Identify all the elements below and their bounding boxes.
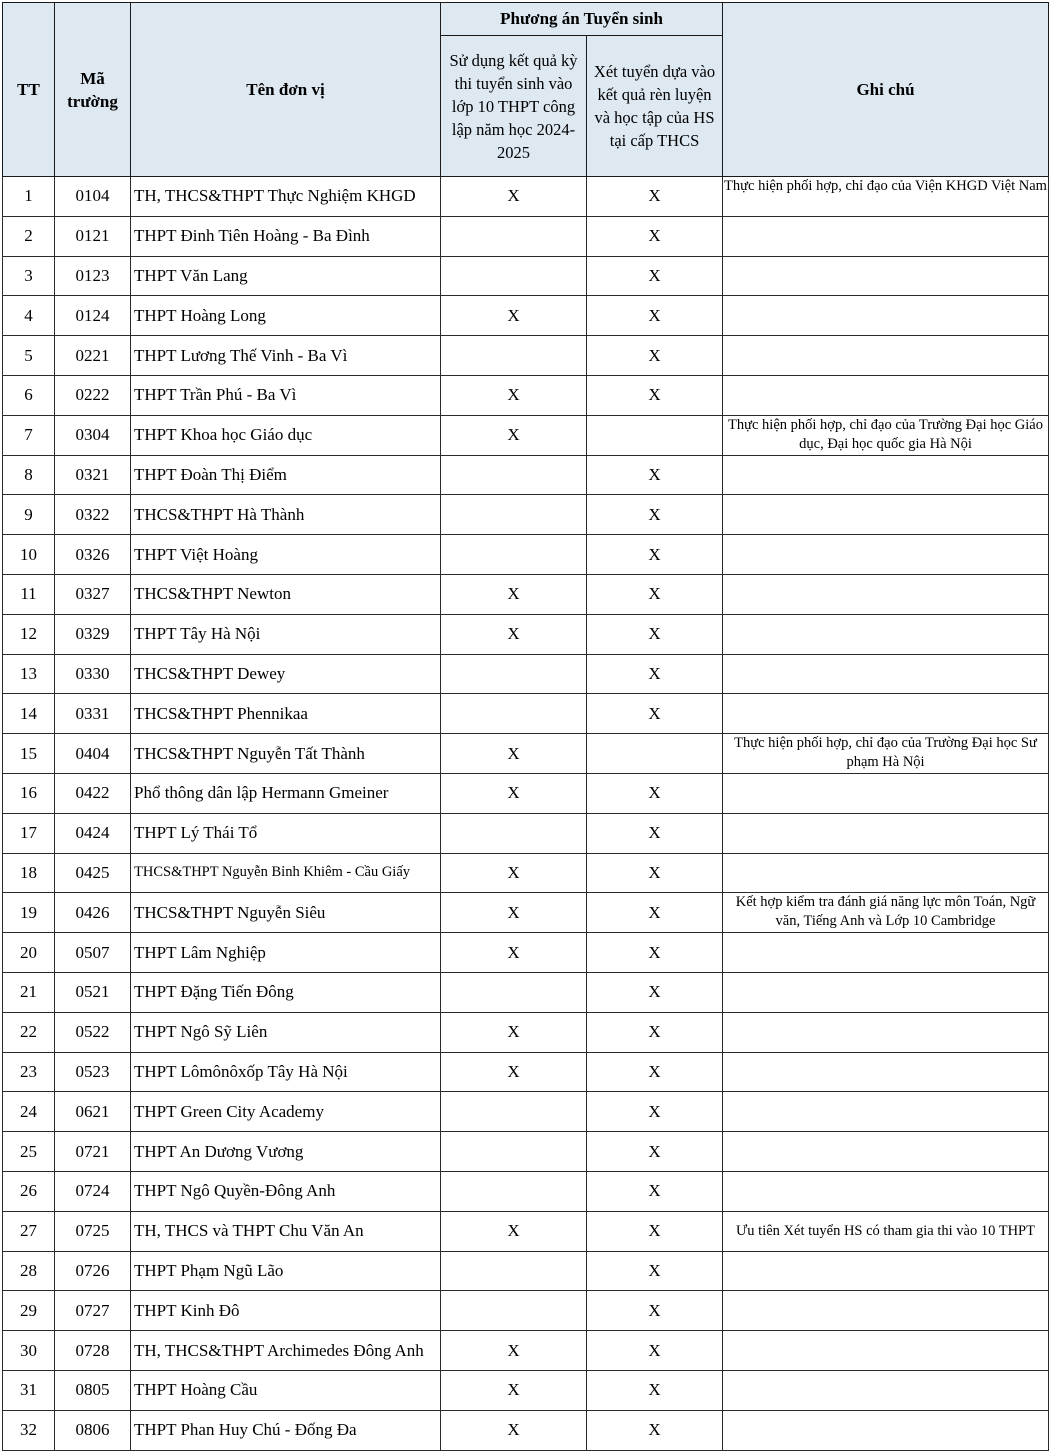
admissions-table	[2, 2, 1049, 1451]
cell-xet-tuyen: X	[587, 535, 723, 575]
cell-ghi-chu	[723, 1410, 1049, 1450]
cell-su-dung-ket-qua: X	[441, 614, 587, 654]
cell-su-dung-ket-qua: X	[441, 893, 587, 933]
cell-ten-don-vi: THPT Đinh Tiên Hoàng - Ba Đình	[131, 216, 441, 256]
cell-su-dung-ket-qua	[441, 1132, 587, 1172]
cell-tt: 11	[3, 574, 55, 614]
cell-ghi-chu	[723, 216, 1049, 256]
cell-ma-truong: 0329	[55, 614, 131, 654]
cell-tt: 25	[3, 1132, 55, 1172]
table-row	[3, 375, 1049, 415]
cell-tt: 18	[3, 853, 55, 893]
cell-xet-tuyen: X	[587, 1171, 723, 1211]
cell-tt: 6	[3, 375, 55, 415]
cell-su-dung-ket-qua	[441, 495, 587, 535]
cell-ma-truong: 0523	[55, 1052, 131, 1092]
cell-su-dung-ket-qua: X	[441, 1331, 587, 1371]
cell-su-dung-ket-qua	[441, 813, 587, 853]
cell-ghi-chu	[723, 1171, 1049, 1211]
cell-xet-tuyen: X	[587, 375, 723, 415]
cell-tt: 27	[3, 1211, 55, 1251]
cell-ten-don-vi: THCS&THPT Nguyễn Bỉnh Khiêm - Cầu Giấy	[131, 853, 441, 893]
cell-xet-tuyen: X	[587, 455, 723, 495]
cell-ghi-chu	[723, 1251, 1049, 1291]
cell-ma-truong: 0104	[55, 177, 131, 217]
cell-ghi-chu	[723, 813, 1049, 853]
cell-ghi-chu	[723, 654, 1049, 694]
cell-tt: 21	[3, 972, 55, 1012]
cell-xet-tuyen: X	[587, 574, 723, 614]
cell-tt: 26	[3, 1171, 55, 1211]
table-row	[3, 296, 1049, 336]
table-row	[3, 1132, 1049, 1172]
cell-tt: 4	[3, 296, 55, 336]
cell-su-dung-ket-qua: X	[441, 1410, 587, 1450]
cell-tt: 12	[3, 614, 55, 654]
cell-ma-truong: 0621	[55, 1092, 131, 1132]
cell-ten-don-vi: THPT Ngô Sỹ Liên	[131, 1012, 441, 1052]
cell-ghi-chu: Thực hiện phối hợp, chỉ đạo của Trường Đại học Sư phạm Hà Nội	[723, 734, 1049, 774]
cell-ten-don-vi: TH, THCS&THPT Archimedes Đông Anh	[131, 1331, 441, 1371]
cell-tt: 22	[3, 1012, 55, 1052]
cell-su-dung-ket-qua: X	[441, 1211, 587, 1251]
cell-su-dung-ket-qua	[441, 972, 587, 1012]
table-row	[3, 654, 1049, 694]
cell-ten-don-vi: Phổ thông dân lập Hermann Gmeiner	[131, 773, 441, 813]
cell-ten-don-vi: THPT Việt Hoàng	[131, 535, 441, 575]
cell-ten-don-vi: THPT Ngô Quyền-Đông Anh	[131, 1171, 441, 1211]
table-row	[3, 1012, 1049, 1052]
table-row	[3, 1211, 1049, 1251]
cell-ten-don-vi: THPT Lương Thế Vinh - Ba Vì	[131, 336, 441, 376]
cell-ghi-chu: Thực hiện phối hợp, chỉ đạo của Trường Đại học Giáo dục, Đại học quốc gia Hà Nội	[723, 415, 1049, 455]
cell-ma-truong: 0304	[55, 415, 131, 455]
cell-xet-tuyen: X	[587, 495, 723, 535]
cell-tt: 17	[3, 813, 55, 853]
cell-ma-truong: 0726	[55, 1251, 131, 1291]
cell-xet-tuyen: X	[587, 1331, 723, 1371]
cell-su-dung-ket-qua: X	[441, 415, 587, 455]
cell-ma-truong: 0321	[55, 455, 131, 495]
cell-xet-tuyen: X	[587, 1291, 723, 1331]
cell-xet-tuyen: X	[587, 1132, 723, 1172]
cell-tt: 16	[3, 773, 55, 813]
table-header	[3, 3, 1049, 177]
table-row	[3, 1331, 1049, 1371]
cell-tt: 7	[3, 415, 55, 455]
cell-ghi-chu	[723, 1291, 1049, 1331]
table-row	[3, 455, 1049, 495]
cell-xet-tuyen	[587, 734, 723, 774]
cell-xet-tuyen: X	[587, 853, 723, 893]
cell-su-dung-ket-qua	[441, 1291, 587, 1331]
cell-ma-truong: 0326	[55, 535, 131, 575]
cell-ma-truong: 0221	[55, 336, 131, 376]
cell-su-dung-ket-qua	[441, 256, 587, 296]
cell-tt: 2	[3, 216, 55, 256]
cell-ma-truong: 0322	[55, 495, 131, 535]
cell-ghi-chu	[723, 455, 1049, 495]
cell-ghi-chu	[723, 694, 1049, 734]
cell-xet-tuyen: X	[587, 1092, 723, 1132]
cell-xet-tuyen: X	[587, 933, 723, 973]
cell-ghi-chu	[723, 853, 1049, 893]
cell-ma-truong: 0424	[55, 813, 131, 853]
table-row	[3, 773, 1049, 813]
cell-ma-truong: 0806	[55, 1410, 131, 1450]
cell-xet-tuyen: X	[587, 972, 723, 1012]
cell-ten-don-vi: THPT Đặng Tiến Đông	[131, 972, 441, 1012]
cell-ma-truong: 0330	[55, 654, 131, 694]
cell-su-dung-ket-qua: X	[441, 296, 587, 336]
cell-su-dung-ket-qua: X	[441, 1052, 587, 1092]
cell-su-dung-ket-qua: X	[441, 1012, 587, 1052]
cell-tt: 9	[3, 495, 55, 535]
cell-ghi-chu	[723, 375, 1049, 415]
header-xet-tuyen: Xét tuyển dựa vào kết quả rèn luyện và học tập của HS tại cấp THCS	[587, 36, 723, 177]
cell-ma-truong: 0327	[55, 574, 131, 614]
cell-tt: 1	[3, 177, 55, 217]
cell-ten-don-vi: THPT Hoàng Cầu	[131, 1370, 441, 1410]
cell-ten-don-vi: THCS&THPT Nguyễn Siêu	[131, 893, 441, 933]
table-row	[3, 1370, 1049, 1410]
cell-ten-don-vi: THPT Kinh Đô	[131, 1291, 441, 1331]
cell-ten-don-vi: THPT An Dương Vương	[131, 1132, 441, 1172]
table-row	[3, 535, 1049, 575]
header-tt: TT	[3, 3, 55, 177]
cell-xet-tuyen: X	[587, 216, 723, 256]
cell-tt: 31	[3, 1370, 55, 1410]
cell-ma-truong: 0425	[55, 853, 131, 893]
cell-xet-tuyen: X	[587, 1410, 723, 1450]
cell-tt: 29	[3, 1291, 55, 1331]
cell-ten-don-vi: THPT Hoàng Long	[131, 296, 441, 336]
cell-ghi-chu	[723, 535, 1049, 575]
cell-ten-don-vi: THPT Phan Huy Chú - Đống Đa	[131, 1410, 441, 1450]
cell-xet-tuyen: X	[587, 654, 723, 694]
cell-xet-tuyen: X	[587, 1251, 723, 1291]
header-phuong-an: Phương án Tuyển sinh	[441, 3, 723, 36]
cell-su-dung-ket-qua	[441, 336, 587, 376]
cell-tt: 8	[3, 455, 55, 495]
header-ten-don-vi: Tên đơn vị	[131, 3, 441, 177]
cell-ghi-chu: Ưu tiên Xét tuyển HS có tham gia thi vào 10 THPT	[723, 1211, 1049, 1251]
cell-ma-truong: 0123	[55, 256, 131, 296]
header-su-dung-ket-qua: Sử dụng kết quả kỳ thi tuyển sinh vào lớp 10 THPT công lập năm học 2024-2025	[441, 36, 587, 177]
cell-ghi-chu	[723, 1012, 1049, 1052]
cell-tt: 19	[3, 893, 55, 933]
cell-xet-tuyen: X	[587, 773, 723, 813]
cell-ghi-chu: Kết hợp kiểm tra đánh giá năng lực môn Toán, Ngữ văn, Tiếng Anh và Lớp 10 Cambridge	[723, 893, 1049, 933]
cell-xet-tuyen: X	[587, 1370, 723, 1410]
cell-ma-truong: 0721	[55, 1132, 131, 1172]
cell-ten-don-vi: THPT Tây Hà Nội	[131, 614, 441, 654]
table-row	[3, 734, 1049, 774]
cell-ma-truong: 0121	[55, 216, 131, 256]
cell-ten-don-vi: THPT Green City Academy	[131, 1092, 441, 1132]
table-row	[3, 256, 1049, 296]
cell-ten-don-vi: THPT Lâm Nghiệp	[131, 933, 441, 973]
cell-tt: 5	[3, 336, 55, 376]
table-row	[3, 1410, 1049, 1450]
cell-xet-tuyen: X	[587, 1012, 723, 1052]
cell-ten-don-vi: THCS&THPT Phennikaa	[131, 694, 441, 734]
cell-ghi-chu	[723, 1132, 1049, 1172]
table-row	[3, 1092, 1049, 1132]
cell-ten-don-vi: TH, THCS và THPT Chu Văn An	[131, 1211, 441, 1251]
cell-ghi-chu	[723, 495, 1049, 535]
cell-tt: 23	[3, 1052, 55, 1092]
cell-ten-don-vi: THCS&THPT Hà Thành	[131, 495, 441, 535]
cell-xet-tuyen: X	[587, 813, 723, 853]
cell-ma-truong: 0426	[55, 893, 131, 933]
table-row	[3, 813, 1049, 853]
cell-su-dung-ket-qua	[441, 654, 587, 694]
cell-ten-don-vi: THPT Khoa học Giáo dục	[131, 415, 441, 455]
cell-tt: 20	[3, 933, 55, 973]
cell-tt: 13	[3, 654, 55, 694]
table-row	[3, 933, 1049, 973]
table-row	[3, 495, 1049, 535]
cell-ghi-chu	[723, 773, 1049, 813]
cell-su-dung-ket-qua	[441, 455, 587, 495]
cell-tt: 30	[3, 1331, 55, 1371]
table-row	[3, 574, 1049, 614]
header-ma-truong: Mã trường	[55, 3, 131, 177]
table-row	[3, 694, 1049, 734]
cell-tt: 28	[3, 1251, 55, 1291]
table-row	[3, 1171, 1049, 1211]
cell-xet-tuyen: X	[587, 893, 723, 933]
cell-ten-don-vi: THCS&THPT Newton	[131, 574, 441, 614]
cell-ghi-chu	[723, 1331, 1049, 1371]
cell-su-dung-ket-qua: X	[441, 773, 587, 813]
cell-tt: 24	[3, 1092, 55, 1132]
table-row	[3, 1291, 1049, 1331]
cell-xet-tuyen: X	[587, 177, 723, 217]
table-row	[3, 415, 1049, 455]
cell-tt: 10	[3, 535, 55, 575]
cell-tt: 32	[3, 1410, 55, 1450]
cell-ghi-chu	[723, 1052, 1049, 1092]
cell-su-dung-ket-qua	[441, 1092, 587, 1132]
cell-xet-tuyen: X	[587, 336, 723, 376]
table-row	[3, 972, 1049, 1012]
cell-ghi-chu	[723, 1092, 1049, 1132]
cell-xet-tuyen: X	[587, 1052, 723, 1092]
cell-su-dung-ket-qua: X	[441, 734, 587, 774]
cell-ma-truong: 0724	[55, 1171, 131, 1211]
table-row	[3, 893, 1049, 933]
cell-ghi-chu: Thực hiện phối hợp, chỉ đạo của Viện KHGD Việt Nam	[723, 177, 1049, 217]
cell-xet-tuyen: X	[587, 694, 723, 734]
cell-su-dung-ket-qua	[441, 216, 587, 256]
cell-ma-truong: 0507	[55, 933, 131, 973]
cell-ghi-chu	[723, 336, 1049, 376]
cell-su-dung-ket-qua	[441, 1171, 587, 1211]
cell-tt: 3	[3, 256, 55, 296]
cell-ten-don-vi: TH, THCS&THPT Thực Nghiệm KHGD	[131, 177, 441, 217]
cell-ghi-chu	[723, 972, 1049, 1012]
cell-ten-don-vi: THPT Lý Thái Tổ	[131, 813, 441, 853]
table-body	[3, 177, 1049, 1451]
cell-su-dung-ket-qua	[441, 694, 587, 734]
cell-xet-tuyen: X	[587, 256, 723, 296]
cell-ten-don-vi: THPT Văn Lang	[131, 256, 441, 296]
cell-su-dung-ket-qua: X	[441, 853, 587, 893]
cell-su-dung-ket-qua: X	[441, 177, 587, 217]
cell-su-dung-ket-qua: X	[441, 574, 587, 614]
cell-su-dung-ket-qua: X	[441, 1370, 587, 1410]
cell-ma-truong: 0331	[55, 694, 131, 734]
cell-ma-truong: 0727	[55, 1291, 131, 1331]
cell-ten-don-vi: THCS&THPT Dewey	[131, 654, 441, 694]
cell-ma-truong: 0521	[55, 972, 131, 1012]
cell-ten-don-vi: THPT Lômônôxốp Tây Hà Nội	[131, 1052, 441, 1092]
cell-ten-don-vi: THPT Phạm Ngũ Lão	[131, 1251, 441, 1291]
table-row	[3, 336, 1049, 376]
cell-ghi-chu	[723, 574, 1049, 614]
cell-ma-truong: 0805	[55, 1370, 131, 1410]
table-row	[3, 177, 1049, 217]
cell-su-dung-ket-qua	[441, 535, 587, 575]
cell-ghi-chu	[723, 1370, 1049, 1410]
cell-ma-truong: 0522	[55, 1012, 131, 1052]
cell-tt: 15	[3, 734, 55, 774]
cell-ghi-chu	[723, 256, 1049, 296]
table-row	[3, 1251, 1049, 1291]
cell-ghi-chu	[723, 614, 1049, 654]
cell-ma-truong: 0222	[55, 375, 131, 415]
table-row	[3, 1052, 1049, 1092]
cell-ma-truong: 0728	[55, 1331, 131, 1371]
cell-ten-don-vi: THPT Trần Phú - Ba Vì	[131, 375, 441, 415]
cell-xet-tuyen: X	[587, 1211, 723, 1251]
cell-ma-truong: 0422	[55, 773, 131, 813]
cell-ghi-chu	[723, 296, 1049, 336]
cell-tt: 14	[3, 694, 55, 734]
header-ghi-chu: Ghi chú	[723, 3, 1049, 177]
cell-ma-truong: 0404	[55, 734, 131, 774]
cell-ghi-chu	[723, 933, 1049, 973]
cell-ma-truong: 0725	[55, 1211, 131, 1251]
table-row	[3, 614, 1049, 654]
cell-ma-truong: 0124	[55, 296, 131, 336]
cell-xet-tuyen: X	[587, 614, 723, 654]
table-row	[3, 853, 1049, 893]
cell-su-dung-ket-qua: X	[441, 933, 587, 973]
cell-su-dung-ket-qua	[441, 1251, 587, 1291]
table-row	[3, 216, 1049, 256]
cell-su-dung-ket-qua: X	[441, 375, 587, 415]
cell-xet-tuyen: X	[587, 296, 723, 336]
cell-xet-tuyen	[587, 415, 723, 455]
cell-ten-don-vi: THCS&THPT Nguyễn Tất Thành	[131, 734, 441, 774]
cell-ten-don-vi: THPT Đoàn Thị Điểm	[131, 455, 441, 495]
